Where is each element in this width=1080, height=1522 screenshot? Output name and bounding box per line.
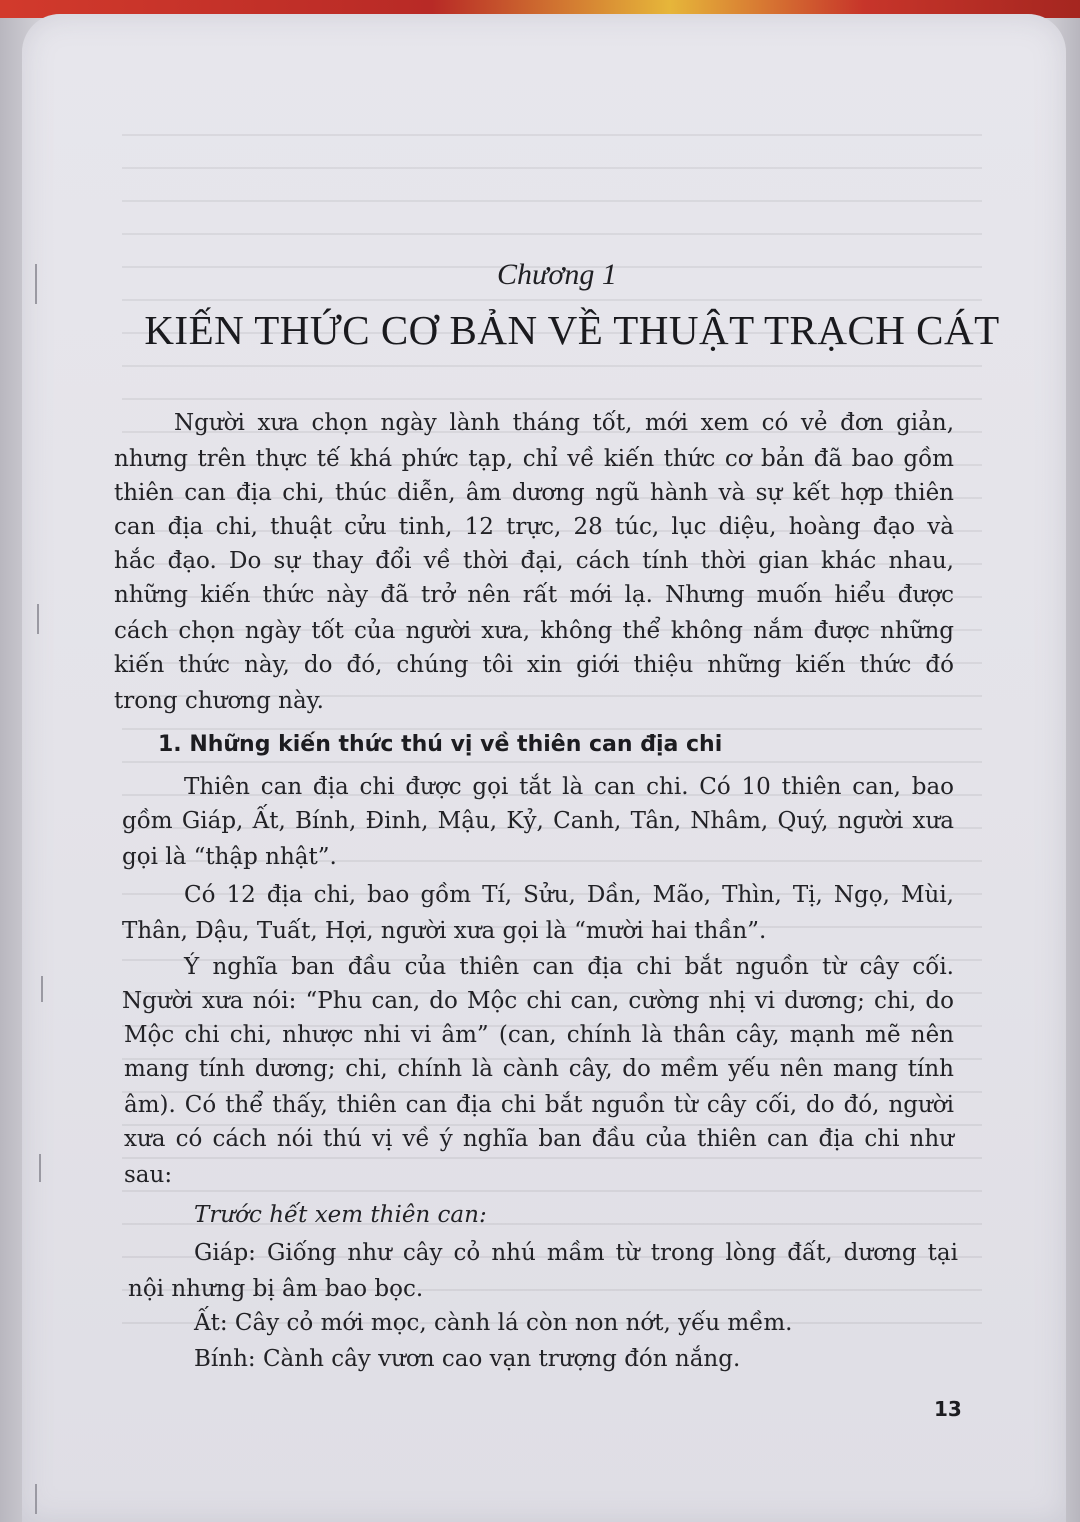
intro-line: Người xưa chọn ngày lành tháng tốt, mới xem có vẻ đơn giản, bbox=[174, 410, 954, 436]
body-line: Mộc chi chi, nhược nhi vi âm” (can, chính là thân cây, mạnh mẽ nên bbox=[124, 1022, 954, 1048]
body-line: Có 12 địa chi, bao gồm Tí, Sửu, Dần, Mão, Thìn, Tị, Ngọ, Mùi, bbox=[184, 882, 954, 908]
stem-line: Ất: Cây cỏ mới mọc, cành lá còn non nớt, yếu mềm. bbox=[194, 1310, 793, 1336]
body-line: Thân, Dậu, Tuất, Hợi, người xưa gọi là “mười hai thần”. bbox=[122, 918, 767, 944]
chapter-title: KIẾN THỨC CƠ BẢN VỀ THUẬT TRẠCH CÁT bbox=[144, 307, 1000, 353]
body-line: gồm Giáp, Ất, Bính, Đinh, Mậu, Kỷ, Canh, Tân, Nhâm, Quý, người xưa bbox=[122, 808, 954, 834]
intro-line: hắc đạo. Do sự thay đổi về thời đại, cách tính thời gian khác nhau, bbox=[114, 548, 954, 574]
intro-line: can địa chi, thuật cửu tinh, 12 trực, 28 túc, lục diệu, hoàng đạo và bbox=[114, 514, 954, 540]
intro-line: nhưng trên thực tế khá phức tạp, chỉ về kiến thức cơ bản đã bao gồm bbox=[114, 446, 954, 472]
intro-line: những kiến thức này đã trở nên rất mới lạ. Nhưng muốn hiểu được bbox=[114, 582, 954, 608]
body-line: Thiên can địa chi được gọi tắt là can chi. Có 10 thiên can, bao bbox=[184, 774, 954, 800]
intro-line: thiên can địa chi, thúc diễn, âm dương ngũ hành và sự kết hợp thiên bbox=[114, 480, 954, 506]
body-line: sau: bbox=[124, 1162, 173, 1188]
stem-line: Bính: Cành cây vươn cao vạn trượng đón nắng. bbox=[194, 1346, 741, 1372]
intro-line: trong chương này. bbox=[114, 688, 324, 714]
italic-subheading: Trước hết xem thiên can: bbox=[194, 1202, 487, 1228]
page-number: 13 bbox=[934, 1397, 962, 1421]
body-line: mang tính dương; chi, chính là cành cây, do mềm yếu nên mang tính bbox=[124, 1056, 954, 1082]
body-line: gọi là “thập nhật”. bbox=[122, 844, 337, 870]
book-page bbox=[22, 14, 1066, 1522]
body-line: Người xưa nói: “Phu can, do Mộc chi can, cường nhị vi dương; chi, do bbox=[122, 988, 954, 1014]
stem-line: nội nhưng bị âm bao bọc. bbox=[128, 1276, 424, 1302]
body-line: xưa có cách nói thú vị về ý nghĩa ban đầu của thiên can địa chi như bbox=[124, 1126, 954, 1152]
chapter-label: Chương 1 bbox=[497, 258, 617, 291]
body-line: âm). Có thể thấy, thiên can địa chi bắt nguồn từ cây cối, do đó, người bbox=[124, 1092, 954, 1118]
intro-line: kiến thức này, do đó, chúng tôi xin giới thiệu những kiến thức đó bbox=[114, 652, 954, 678]
body-line: Ý nghĩa ban đầu của thiên can địa chi bắt nguồn từ cây cối. bbox=[184, 954, 954, 980]
section-heading: 1. Những kiến thức thú vị về thiên can địa chi bbox=[158, 732, 723, 757]
page-content bbox=[22, 14, 1066, 1522]
intro-line: cách chọn ngày tốt của người xưa, không thể không nắm được những bbox=[114, 618, 954, 644]
stem-line: Giáp: Giống như cây cỏ nhú mầm từ trong lòng đất, dương tại bbox=[194, 1240, 958, 1266]
